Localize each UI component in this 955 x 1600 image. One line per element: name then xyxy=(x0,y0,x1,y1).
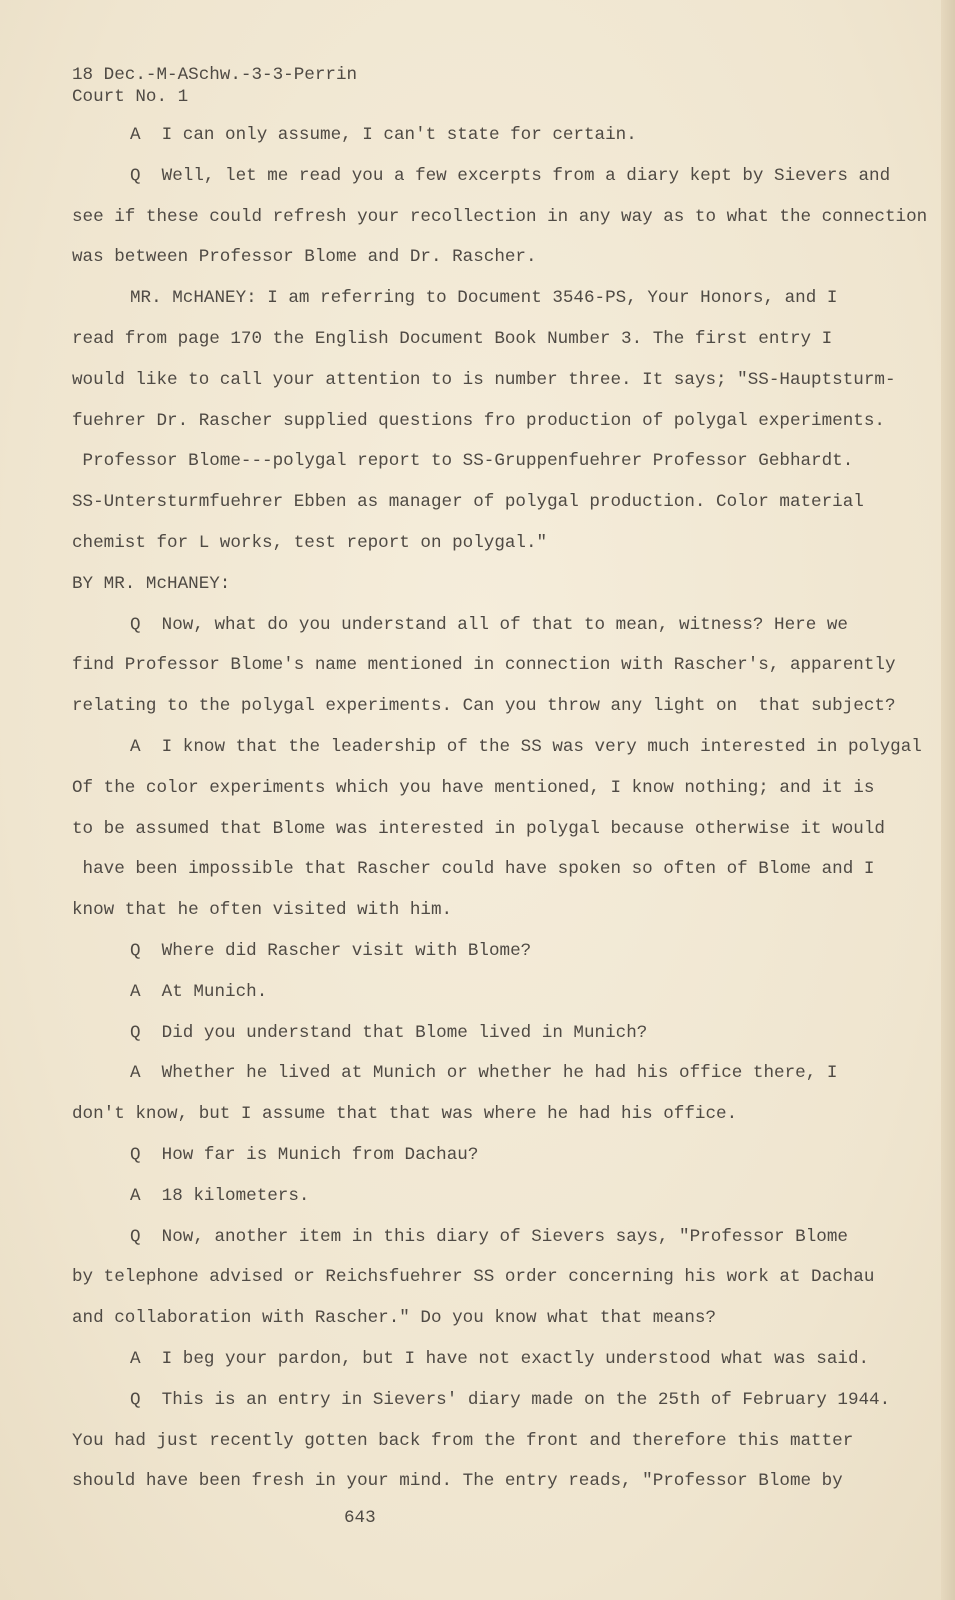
page-edge xyxy=(941,0,955,1600)
transcript-line: would like to call your attention to is number three. It says; "SS-Hauptsturm- xyxy=(72,369,896,390)
transcript-line: relating to the polygal experiments. Can you throw any light on that subject? xyxy=(72,696,896,717)
transcript-line: by telephone advised or Reichsfuehrer SS order concerning his work at Dachau xyxy=(72,1267,875,1288)
transcript-line: Q Did you understand that Blome lived in Munich? xyxy=(130,1022,648,1043)
transcript-line: to be assumed that Blome was interested in polygal because otherwise it would xyxy=(72,818,885,839)
document-header xyxy=(72,64,357,108)
transcript-line: You had just recently gotten back from the front and therefore this matter xyxy=(72,1430,854,1451)
transcript-line: read from page 170 the English Document Book Number 3. The first entry I xyxy=(72,328,833,349)
transcript-line: A I can only assume, I can't state for certain. xyxy=(130,125,637,145)
transcript-line: see if these could refresh your recollection in any way as to what the connection xyxy=(72,206,928,227)
transcript-line: A Whether he lived at Munich or whether he had his office there, I xyxy=(130,1063,838,1084)
transcript-line: Q How far is Munich from Dachau? xyxy=(130,1144,479,1165)
page-number: 643 xyxy=(344,1508,376,1528)
transcript-line: SS-Untersturmfuehrer Ebben as manager of polygal production. Color material xyxy=(72,492,864,513)
transcript-line: find Professor Blome's name mentioned in connection with Rascher's, apparently xyxy=(72,655,896,676)
transcript-line: Of the color experiments which you have mentioned, I know nothing; and it is xyxy=(72,777,875,798)
transcript-line: Q Now, another item in this diary of Sievers says, "Professor Blome xyxy=(130,1226,848,1247)
transcript-line: fuehrer Dr. Rascher supplied questions fro production of polygal experiments. xyxy=(72,410,885,431)
transcript-line: don't know, but I assume that that was where he had his office. xyxy=(72,1104,738,1125)
header-reference: 18 Dec.-M-ASchw.-3-3-Perrin xyxy=(72,65,358,85)
transcript-line: Q Where did Rascher visit with Blome? xyxy=(130,940,532,961)
transcript-line: Professor Blome---polygal report to SS-Gruppenfuehrer Professor Gebhardt. xyxy=(72,451,854,472)
transcript-line: A 18 kilometers. xyxy=(130,1185,310,1206)
transcript-line: Q Well, let me read you a few excerpts from a diary kept by Sievers and xyxy=(130,165,891,186)
transcript-line: know that he often visited with him. xyxy=(72,900,453,921)
transcript-line: was between Professor Blome and Dr. Rascher. xyxy=(72,247,537,268)
transcript-line: A I know that the leadership of the SS was very much interested in polygal xyxy=(130,736,922,757)
transcript-line: chemist for L works, test report on polygal." xyxy=(72,532,548,553)
transcript-line: A I beg your pardon, but I have not exactly understood what was said. xyxy=(130,1348,870,1369)
transcript-body xyxy=(72,115,942,1502)
transcript-line: A At Munich. xyxy=(130,981,268,1002)
transcript-line: should have been fresh in your mind. The entry reads, "Professor Blome by xyxy=(72,1471,843,1492)
transcript-line: Q This is an entry in Sievers' diary made on the 25th of February 1944. xyxy=(130,1389,891,1410)
header-court: Court No. 1 xyxy=(72,87,189,107)
transcript-line: BY MR. McHANEY: xyxy=(72,573,231,594)
transcript-line: have been impossible that Rascher could have spoken so often of Blome and I xyxy=(72,859,875,880)
transcript-line: Q Now, what do you understand all of that to mean, witness? Here we xyxy=(130,614,848,635)
transcript-line: and collaboration with Rascher." Do you know what that means? xyxy=(72,1308,717,1329)
transcript-line: MR. McHANEY: I am referring to Document 3546-PS, Your Honors, and I xyxy=(130,288,838,309)
